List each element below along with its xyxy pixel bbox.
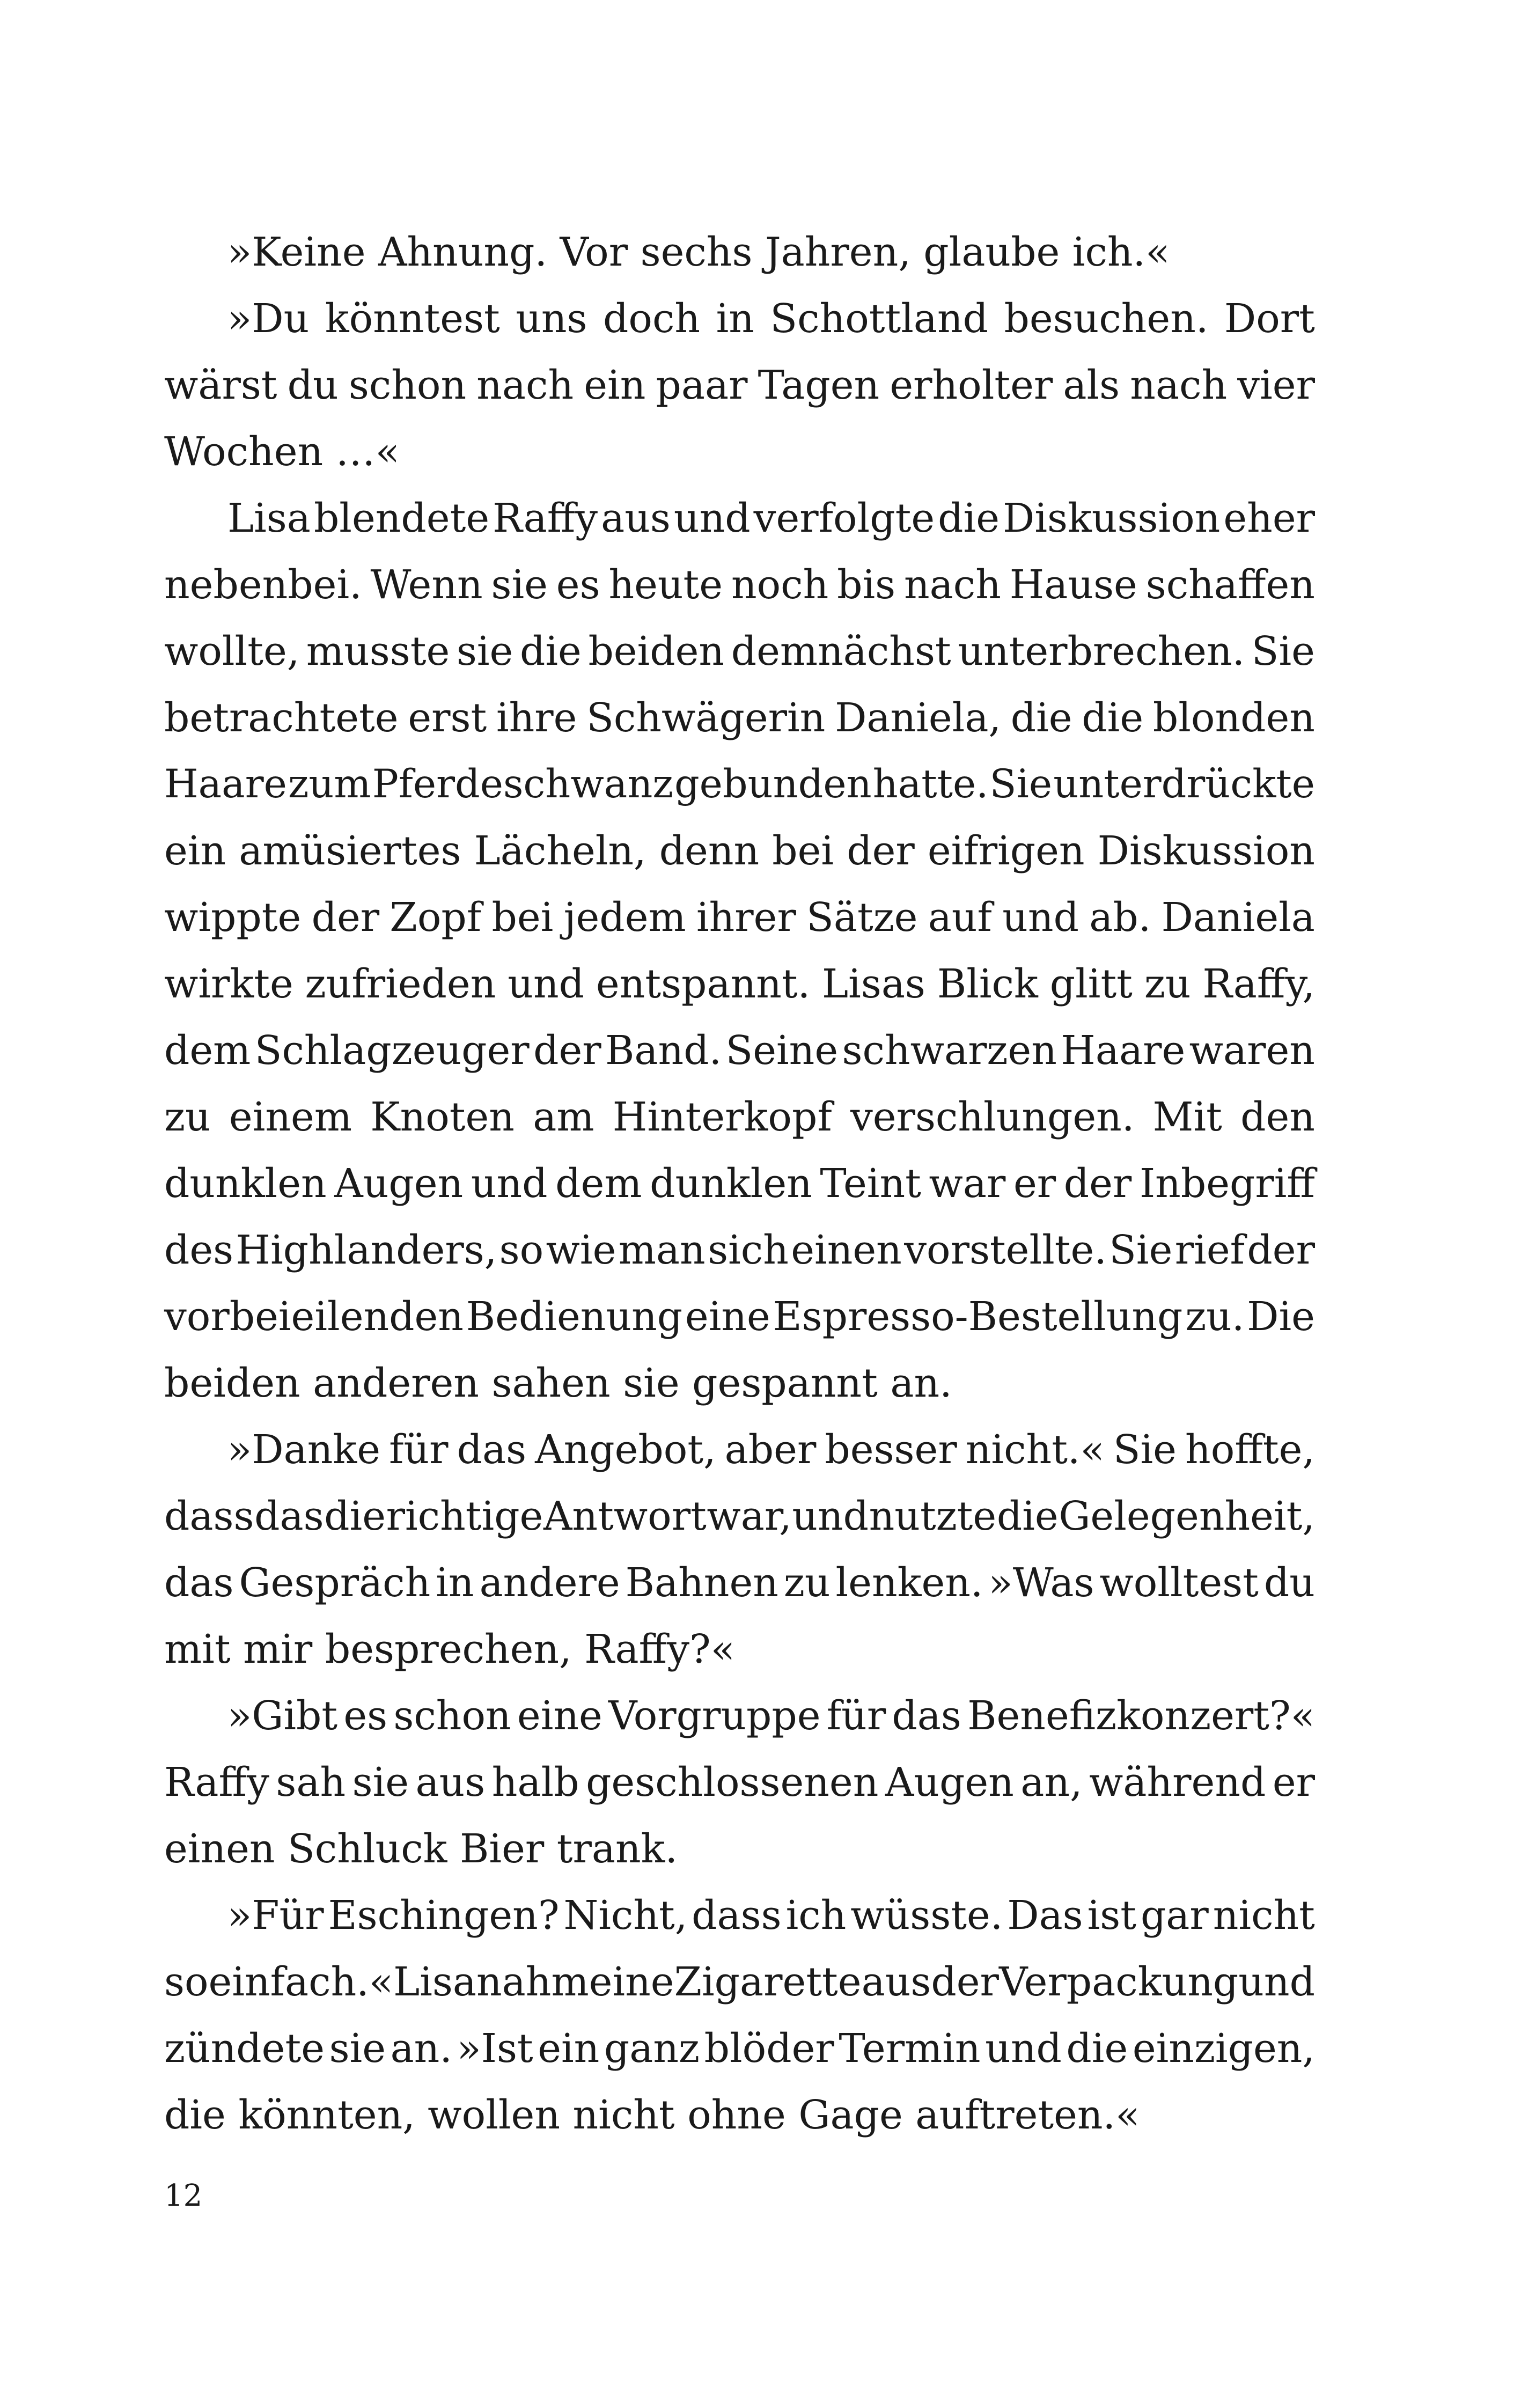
text-line: [164, 1749, 1315, 1816]
word: die: [1010, 695, 1072, 741]
word: dunklen: [164, 1161, 327, 1207]
word: Das: [1007, 1892, 1083, 1939]
word: eher: [1223, 495, 1315, 541]
word: Schwägerin: [586, 695, 826, 741]
word: bei: [772, 828, 834, 874]
word: war: [929, 1161, 1006, 1207]
word: in: [716, 296, 754, 342]
word: Pferdeschwanz: [372, 761, 673, 807]
word: aus: [861, 1959, 931, 2005]
word: für: [389, 1427, 449, 1473]
page-number: 12: [164, 2178, 203, 2213]
word: einzigen,: [1132, 2025, 1315, 2072]
text-line: einen Schluck Bier trank.: [164, 1826, 678, 1872]
word: der: [931, 1959, 999, 2005]
word: Raffy: [493, 495, 598, 541]
word: zum: [288, 761, 371, 807]
word: »Danke: [227, 1427, 381, 1473]
word: aber: [724, 1427, 817, 1473]
word: schaffen: [1145, 562, 1315, 608]
word: an.: [390, 2025, 452, 2072]
word: könntest: [325, 296, 500, 342]
word: »Für: [227, 1892, 324, 1939]
word: erst: [408, 695, 487, 741]
word: Zigarette: [674, 1959, 862, 2005]
text-line: [164, 1683, 1315, 1749]
word: und: [985, 2025, 1062, 2072]
word: sie: [352, 1759, 409, 1805]
word: sie: [329, 2025, 386, 2072]
word: nutzte: [869, 1493, 997, 1539]
word: ein: [538, 2025, 600, 2072]
word: die: [996, 1493, 1059, 1539]
word: Zopf: [390, 894, 482, 941]
word: Augen: [885, 1759, 1014, 1805]
word: der: [311, 894, 380, 941]
word: Raffy: [164, 1759, 269, 1805]
word: und: [1238, 1959, 1315, 2005]
word: blonden: [1152, 695, 1315, 741]
word: Augen: [334, 1161, 464, 1207]
word: Bahnen: [625, 1560, 778, 1606]
word: Vorgruppe: [608, 1693, 821, 1739]
text-line: die könnten, wollen nicht ohne Gage auftreten.«: [164, 2092, 1140, 2138]
word: halb: [491, 1759, 579, 1805]
word: Hinterkopf: [612, 1094, 832, 1140]
body-text: [164, 219, 1315, 2148]
text-line: [164, 1416, 1315, 1483]
word: blendete: [313, 495, 490, 541]
word: unterbrechen.: [958, 628, 1245, 674]
word: nebenbei.: [164, 562, 362, 608]
word: nicht: [1213, 1892, 1315, 1939]
word: beiden: [588, 628, 725, 674]
word: wirkte: [164, 961, 293, 1007]
text-line: [164, 1150, 1315, 1217]
word: dem: [555, 1161, 642, 1207]
word: für: [826, 1693, 886, 1739]
word: andere: [479, 1560, 620, 1606]
word: ich: [785, 1892, 847, 1939]
word: du: [287, 362, 339, 408]
word: nicht.«: [965, 1427, 1105, 1473]
word: schon: [348, 362, 467, 408]
word: Diskussion: [1097, 828, 1315, 874]
word: Tagen: [758, 362, 880, 408]
word: als: [1063, 362, 1120, 408]
word: bis: [837, 562, 896, 608]
word: und: [1002, 894, 1079, 941]
word: geschlossenen: [586, 1759, 879, 1805]
word: am: [533, 1094, 594, 1140]
text-line: [164, 485, 1315, 552]
word: Seine: [725, 1027, 839, 1074]
word: nach: [1130, 362, 1228, 408]
word: »Du: [227, 296, 310, 342]
word: richtige: [386, 1493, 543, 1539]
word: ganz: [604, 2025, 700, 2072]
word: und: [792, 1493, 869, 1539]
word: hoffte,: [1185, 1427, 1315, 1473]
word: Lisa: [393, 1959, 476, 2005]
word: Schottland: [770, 296, 989, 342]
word: Benefizkonzert?«: [967, 1693, 1315, 1739]
word: dass: [164, 1493, 254, 1539]
word: Sie: [989, 761, 1053, 807]
word: »Gibt: [227, 1693, 338, 1739]
word: gar: [1140, 1892, 1209, 1939]
word: Sie: [1251, 628, 1315, 674]
word: ein: [584, 362, 646, 408]
word: und: [471, 1161, 548, 1207]
word: Antwort: [543, 1493, 707, 1539]
word: Gespräch: [239, 1560, 431, 1606]
word: glitt: [1049, 961, 1133, 1007]
word: er: [1013, 1161, 1056, 1207]
word: vorbeieilenden: [164, 1294, 464, 1340]
text-line: [164, 352, 1315, 419]
word: noch: [731, 562, 829, 608]
word: Bedienung: [466, 1294, 683, 1340]
word: rief: [1174, 1227, 1245, 1273]
word: schwarzen: [842, 1027, 1057, 1074]
word: der: [1247, 1227, 1315, 1273]
word: Blick: [937, 961, 1038, 1007]
word: eine: [589, 1959, 674, 2005]
word: zu: [1144, 961, 1191, 1007]
text-line: [164, 1283, 1315, 1350]
word: Mit: [1152, 1094, 1222, 1140]
text-line: [164, 751, 1315, 818]
word: Eschingen?: [328, 1892, 560, 1939]
word: nach: [904, 562, 1001, 608]
word: eine: [517, 1693, 602, 1739]
word: besuchen.: [1004, 296, 1209, 342]
text-line: [164, 818, 1315, 884]
word: Lisas: [822, 961, 925, 1007]
word: Wenn: [370, 562, 483, 608]
word: Highlanders,: [236, 1227, 497, 1273]
word: Haare: [1061, 1027, 1186, 1074]
word: ihrer: [696, 894, 796, 941]
word: vier: [1237, 362, 1315, 408]
text-line: [164, 1949, 1315, 2015]
text-line: [164, 1882, 1315, 1949]
word: Nicht,: [563, 1892, 688, 1939]
word: der: [847, 828, 915, 874]
word: uns: [516, 296, 587, 342]
word: nahm: [476, 1959, 589, 2005]
word: einen: [791, 1227, 902, 1273]
word: Die: [1247, 1294, 1315, 1340]
text-line: [164, 1084, 1315, 1150]
word: ein: [164, 828, 226, 874]
word: waren: [1189, 1027, 1315, 1074]
word: das: [892, 1693, 961, 1739]
word: Band.: [605, 1027, 722, 1074]
word: das: [254, 1493, 324, 1539]
word: zu: [164, 1094, 211, 1140]
word: demnächst: [731, 628, 951, 674]
word: betrachtete: [164, 695, 399, 741]
word: Dort: [1224, 296, 1315, 342]
word: du: [1263, 1560, 1315, 1606]
word: dass: [692, 1892, 782, 1939]
word: entspannt.: [596, 961, 811, 1007]
word: Sie: [1109, 1227, 1173, 1273]
word: und: [673, 495, 751, 541]
word: Inbegriff: [1139, 1161, 1315, 1207]
text-line: [164, 884, 1315, 951]
word: sie: [456, 628, 513, 674]
text-line: [164, 1550, 1315, 1616]
word: ab.: [1089, 894, 1151, 941]
word: ist: [1087, 1892, 1136, 1939]
text-line: [164, 685, 1315, 751]
word: Espresso-Bestellung: [773, 1294, 1183, 1340]
word: wärst: [164, 362, 277, 408]
word: hatte.: [872, 761, 989, 807]
word: Lisa: [227, 495, 311, 541]
word: Gelegenheit,: [1059, 1493, 1315, 1539]
word: war,: [707, 1493, 792, 1539]
word: erholter: [890, 362, 1053, 408]
word: einfach.«: [208, 1959, 394, 2005]
text-line: [164, 2015, 1315, 2082]
word: das: [164, 1560, 234, 1606]
word: man: [618, 1227, 706, 1273]
word: Sie: [1113, 1427, 1177, 1473]
word: die: [938, 495, 1000, 541]
word: wippte: [164, 894, 302, 941]
word: es: [343, 1693, 388, 1739]
word: an,: [1020, 1759, 1083, 1805]
word: sich: [708, 1227, 789, 1273]
word: nach: [476, 362, 574, 408]
word: die: [1082, 695, 1144, 741]
word: dunklen: [650, 1161, 812, 1207]
text-line: [164, 1483, 1315, 1550]
word: »Was: [988, 1560, 1094, 1606]
word: musste: [306, 628, 450, 674]
word: Termin: [839, 2025, 981, 2072]
text-line: mit mir besprechen, Raffy?«: [164, 1626, 735, 1672]
text-line: [164, 618, 1315, 685]
word: Daniela: [1161, 894, 1315, 941]
word: wollte,: [164, 628, 300, 674]
word: Sätze: [806, 894, 918, 941]
word: der: [1063, 1161, 1132, 1207]
text-line: [164, 1217, 1315, 1283]
word: es: [556, 562, 600, 608]
word: dem: [164, 1027, 251, 1074]
text-line: [164, 1017, 1315, 1084]
word: Hause: [1009, 562, 1137, 608]
word: schon: [393, 1693, 511, 1739]
word: sah: [276, 1759, 346, 1805]
word: zu.: [1185, 1294, 1245, 1340]
word: ihre: [496, 695, 577, 741]
word: lenken.: [835, 1560, 983, 1606]
word: so: [499, 1227, 544, 1273]
word: des: [164, 1227, 234, 1273]
word: einem: [229, 1094, 352, 1140]
word: verfolgte: [753, 495, 935, 541]
word: denn: [659, 828, 760, 874]
word: wie: [546, 1227, 616, 1273]
text-line: »Keine Ahnung. Vor sechs Jahren, glaube ich.«: [227, 229, 1170, 275]
text-line: [164, 552, 1315, 618]
word: vorstellte.: [904, 1227, 1107, 1273]
word: eifrigen: [927, 828, 1085, 874]
word: die: [1066, 2025, 1128, 2072]
word: eine: [685, 1294, 770, 1340]
word: Raffy,: [1202, 961, 1315, 1007]
word: bei: [491, 894, 554, 941]
word: und: [508, 961, 584, 1007]
word: Daniela,: [835, 695, 1001, 741]
word: Knoten: [370, 1094, 515, 1140]
word: zu: [783, 1560, 831, 1606]
word: Schlagzeuger: [254, 1027, 530, 1074]
word: die: [324, 1493, 386, 1539]
word: jedem: [563, 894, 686, 941]
word: während: [1089, 1759, 1266, 1805]
word: verschlungen.: [850, 1094, 1135, 1140]
word: besser: [825, 1427, 957, 1473]
text-line: Wochen …«: [164, 429, 400, 475]
word: Angebot,: [535, 1427, 716, 1473]
word: gebunden: [674, 761, 872, 807]
word: zufrieden: [305, 961, 496, 1007]
word: das: [457, 1427, 527, 1473]
word: heute: [608, 562, 723, 608]
word: in: [436, 1560, 474, 1606]
word: Haare: [164, 761, 287, 807]
word: der: [533, 1027, 601, 1074]
word: Verpackung: [998, 1959, 1239, 2005]
text-line: [164, 285, 1315, 352]
word: aus: [601, 495, 671, 541]
word: amüsiertes: [239, 828, 461, 874]
word: auf: [928, 894, 992, 941]
word: wüsste.: [850, 1892, 1003, 1939]
word: Diskussion: [1003, 495, 1221, 541]
word: Lächeln,: [474, 828, 646, 874]
word: »Ist: [457, 2025, 533, 2072]
word: zündete: [164, 2025, 325, 2072]
text-line: beiden anderen sahen sie gespannt an.: [164, 1360, 952, 1406]
text-line: [164, 951, 1315, 1017]
word: doch: [603, 296, 701, 342]
word: unterdrückte: [1053, 761, 1315, 807]
word: blöder: [704, 2025, 834, 2072]
word: Teint: [820, 1161, 921, 1207]
word: den: [1240, 1094, 1315, 1140]
word: sie: [491, 562, 548, 608]
word: so: [164, 1959, 209, 2005]
word: wolltest: [1099, 1560, 1259, 1606]
word: er: [1272, 1759, 1315, 1805]
word: aus: [415, 1759, 486, 1805]
word: paar: [656, 362, 748, 408]
word: die: [519, 628, 582, 674]
